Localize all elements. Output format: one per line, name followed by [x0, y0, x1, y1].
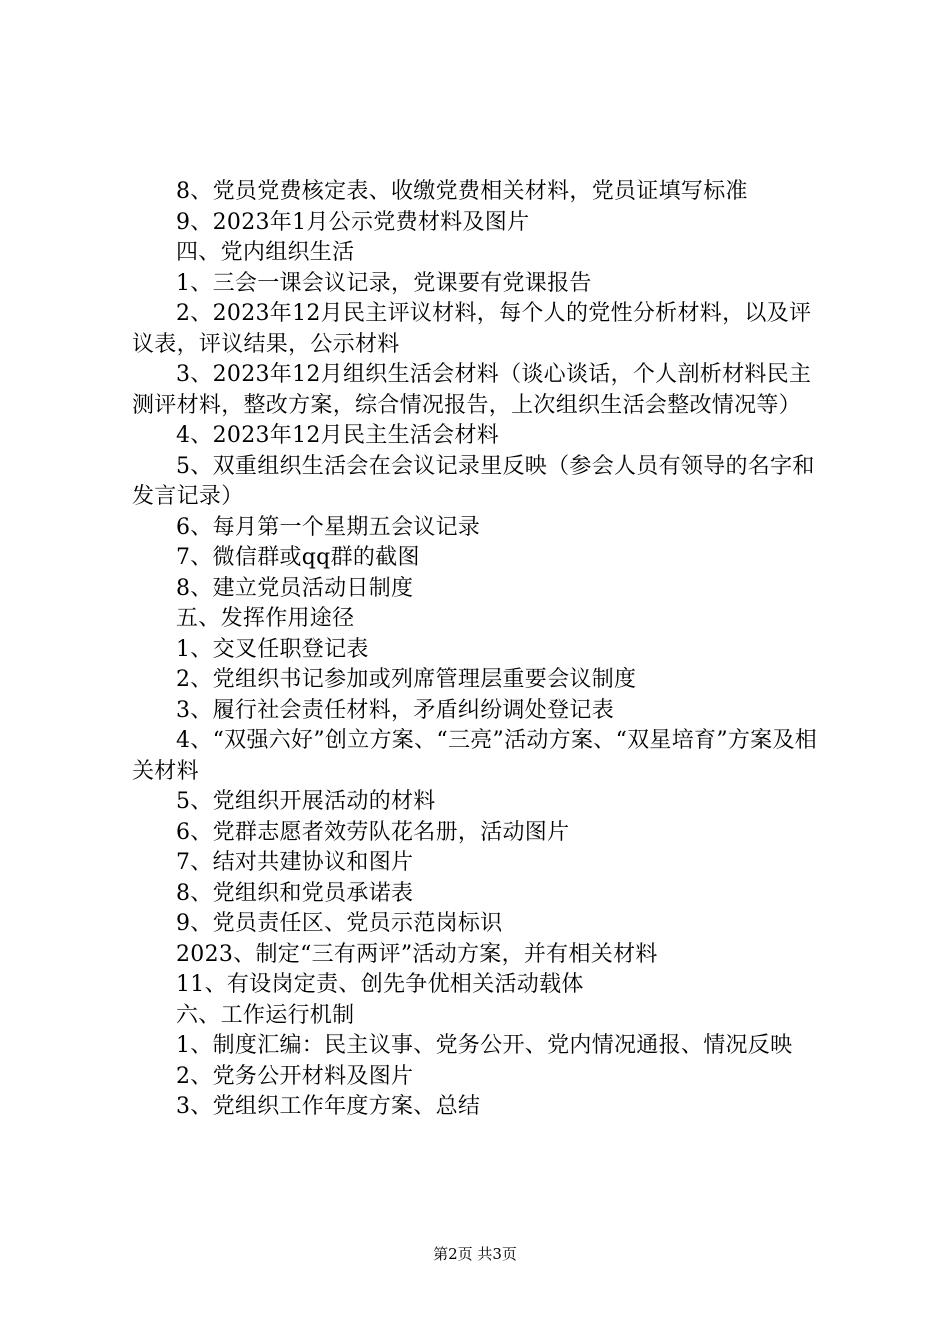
paragraph: 2、党组织书记参加或列席管理层重要会议制度	[176, 667, 637, 692]
paragraph: 5、双重组织生活会在会议记录里反映（参会人员有领导的名字和发言记录）	[132, 453, 815, 509]
paragraph: 2、2023年12月民主评议材料，每个人的党性分析材料，以及评议表，评议结果，公示材料	[132, 301, 812, 357]
page-footer	[0, 1244, 950, 1264]
paragraph: 4、2023年12月民主生活会材料	[176, 423, 500, 448]
paragraph: 2023、制定“三有两评”活动方案，并有相关材料	[176, 941, 658, 967]
paragraph: 7、微信群或qq群的截图	[176, 545, 420, 570]
paragraph: 6、每月第一个星期五会议记录	[176, 514, 481, 540]
paragraph: 8、党员党费核定表、收缴党费相关材料，党员证填写标准	[176, 179, 748, 204]
paragraph: 1、制度汇编：民主议事、党务公开、党内情况通报、情况反映	[176, 1033, 793, 1058]
paragraph: 1、交叉任职登记表	[176, 636, 369, 662]
paragraph: 3、党组织工作年度方案、总结	[176, 1094, 481, 1119]
paragraph: 3、履行社会责任材料，矛盾纠纷调处登记表	[176, 697, 614, 723]
paragraph: 7、结对共建协议和图片	[176, 850, 414, 875]
paragraph: 4、“双强六好”创立方案、“三亮”活动方案、“双星培育”方案及相关材料	[132, 728, 818, 784]
section-heading: 四、党内组织生活	[176, 240, 355, 265]
page-number-label: 第2页 共3页	[433, 1245, 517, 1263]
paragraph: 8、党组织和党员承诺表	[176, 880, 414, 906]
document-body	[132, 177, 832, 1123]
paragraph: 8、建立党员活动日制度	[176, 575, 414, 601]
paragraph: 2、党务公开材料及图片	[176, 1063, 414, 1089]
paragraph: 6、党群志愿者效劳队花名册，活动图片	[176, 819, 570, 845]
paragraph: 9、党员责任区、党员示范岗标识	[176, 911, 503, 936]
section-heading: 五、发挥作用途径	[176, 606, 355, 631]
paragraph: 5、党组织开展活动的材料	[176, 789, 436, 814]
paragraph: 1、三会一课会议记录，党课要有党课报告	[176, 270, 592, 296]
section-heading: 六、工作运行机制	[176, 1002, 355, 1028]
paragraph: 9、2023年1月公示党费材料及图片	[176, 209, 530, 235]
paragraph: 3、2023年12月组织生活会材料（谈心谈话，个人剖析材料民主测评材料，整改方案，综合情况报告，上次组织生活会整改情况等）	[132, 362, 812, 418]
paragraph: 11、有设岗定责、创先争优相关活动载体	[176, 972, 584, 997]
